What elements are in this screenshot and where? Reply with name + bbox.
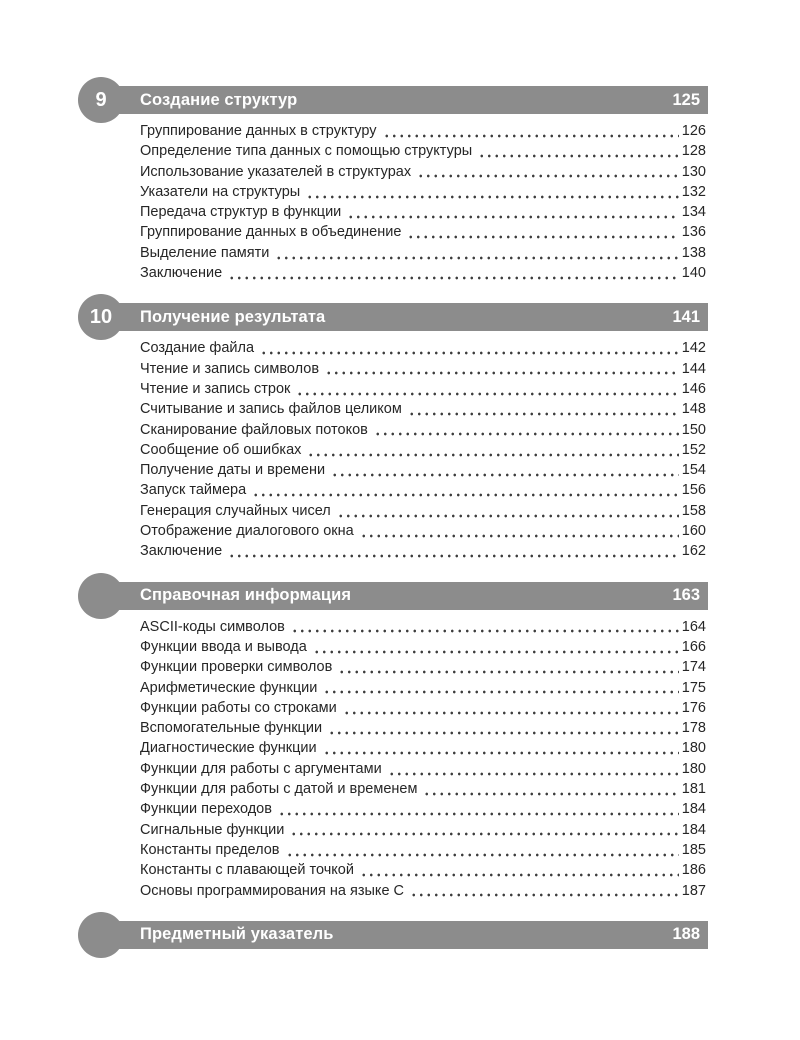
dot-leader [306,184,679,204]
toc-entry [140,862,706,882]
toc-entry-title: Указатели на структуры [140,183,301,200]
chapter-page-number: 163 [672,586,700,605]
toc-entry-title: Выделение памяти [140,244,270,261]
toc-entry-page-number: 166 [681,638,706,655]
toc-entry-list [88,331,708,563]
toc-entry-title: Арифметические функции [140,679,318,696]
toc-entry-page-number: 162 [681,543,706,560]
toc-entry [140,720,706,740]
toc-entry-page-number: 144 [681,360,706,377]
dot-leader [252,482,679,502]
toc-entry-page-number: 164 [681,618,706,635]
dot-leader [296,381,678,401]
toc-entry-title: Группирование данных в структуру [140,123,377,139]
toc-entry [140,822,706,842]
toc-entry-page-number: 180 [681,760,706,777]
chapter-header-band [88,303,708,331]
toc-entry-title: Сигнальные функции [140,821,285,838]
toc-entry-page-number: 154 [681,462,706,479]
chapter-number-badge [78,912,124,958]
toc-entry [140,164,706,184]
chapter-header-band [88,582,708,610]
toc-entry-page-number: 181 [681,781,706,798]
dot-leader [278,801,679,821]
toc-entry [140,523,706,543]
toc-entry-title: ASCII-коды символов [140,618,285,635]
toc-entry [140,543,706,563]
toc-entry-title: Заключение [140,265,223,282]
toc-entry-title: Создание файла [140,340,255,357]
toc-entry [140,619,706,639]
dot-leader [407,224,678,244]
toc-entry-page-number: 176 [681,699,706,716]
dot-leader [343,700,679,720]
chapter-header-band [88,921,708,949]
toc-entry [140,340,706,360]
chapter-number: 9 [95,89,107,111]
dot-leader [331,462,679,482]
dot-leader [478,143,679,163]
chapter-number-badge [78,77,124,123]
toc-entry-page-number: 128 [681,143,706,160]
toc-entry [140,265,706,285]
toc-section [88,303,708,563]
toc-entry-page-number: 126 [681,123,706,139]
dot-leader [325,361,679,381]
toc-entry-title: Определение типа данных с помощью структуры [140,143,473,160]
toc-entry-page-number: 158 [681,502,706,519]
toc-entry-title: Константы с плавающей точкой [140,862,354,879]
toc-entry [140,482,706,502]
toc-entry [140,224,706,244]
dot-leader [347,204,679,224]
chapter-number-badge [78,573,124,619]
toc-entry-page-number: 134 [681,204,706,221]
toc-entry [140,184,706,204]
toc-entry-page-number: 187 [681,882,706,899]
toc-entry-page-number: 150 [681,421,706,438]
dot-leader [337,503,679,523]
toc-entry-page-number: 156 [681,482,706,499]
toc-entry-page-number: 186 [681,862,706,879]
toc-section [88,921,708,949]
toc-entry [140,740,706,760]
toc-entry-page-number: 140 [681,265,706,282]
toc-entry-list [88,610,708,903]
dot-leader [228,543,679,563]
toc-entry-title: Генерация случайных чисел [140,502,331,519]
dot-leader [383,123,679,143]
toc-entry-title: Функции переходов [140,801,272,818]
chapter-title: Предметный указатель [140,925,334,944]
toc-entry-title: Заключение [140,543,223,560]
toc-entry-title: Сообщение об ошибках [140,441,302,458]
chapter-title: Справочная информация [140,586,352,605]
toc-entry-page-number: 152 [681,441,706,458]
toc-entry [140,761,706,781]
toc-entry-page-number: 180 [681,740,706,757]
toc-entry-page-number: 185 [681,841,706,858]
toc-entry-title: Использование указателей в структурах [140,163,412,180]
toc-entry-page-number: 160 [681,523,706,540]
dot-leader [290,822,678,842]
toc-entry-title: Чтение и запись символов [140,360,320,377]
toc-entry-page-number: 184 [681,821,706,838]
toc-entry [140,639,706,659]
toc-entry-title: Сканирование файловых потоков [140,421,368,438]
toc-entry [140,700,706,720]
toc-entry-page-number: 184 [681,801,706,818]
dot-leader [307,442,678,462]
dot-leader [275,245,678,265]
dot-leader [228,265,679,285]
toc-entry-page-number: 142 [681,340,706,357]
toc-entry-page-number: 148 [681,401,706,418]
toc-section [88,582,708,903]
toc-entry-title: Функции проверки символов [140,659,333,676]
toc-entry-title: Считывание и запись файлов целиком [140,401,402,418]
dot-leader [313,639,679,659]
toc-entry-title: Константы пределов [140,841,280,858]
dot-leader [423,781,678,801]
dot-leader [328,720,679,740]
dot-leader [323,680,678,700]
dot-leader [374,422,679,442]
chapter-title: Получение результата [140,307,326,326]
toc-entry-title: Чтение и запись строк [140,380,291,397]
toc-section [88,86,708,285]
toc-entry-title: Функции для работы с аргументами [140,760,382,777]
toc-entry [140,801,706,821]
dot-leader [260,340,679,360]
chapter-page-number: 125 [672,90,700,109]
toc-entry [140,462,706,482]
toc-entry-page-number: 146 [681,380,706,397]
chapter-page-number: 188 [672,925,700,944]
toc-entry [140,842,706,862]
dot-leader [360,862,679,882]
toc-entry [140,381,706,401]
toc-entry [140,680,706,700]
toc-entry-title: Передача структур в функции [140,204,342,221]
toc-entry [140,143,706,163]
toc-entry [140,123,706,143]
toc-entry-page-number: 132 [681,183,706,200]
toc-entry [140,245,706,265]
toc-entry-title: Запуск таймера [140,482,247,499]
toc-entry-page-number: 175 [681,679,706,696]
toc-entry-title: Получение даты и времени [140,462,326,479]
toc-entry [140,204,706,224]
toc-entry [140,401,706,421]
toc-entry-list [88,114,708,285]
dot-leader [410,883,679,903]
toc-entry [140,422,706,442]
toc-entry-page-number: 178 [681,720,706,737]
toc-entry-title: Группирование данных в объединение [140,224,402,241]
dot-leader [338,659,679,679]
toc-entry-title: Функции работы со строками [140,699,337,716]
dot-leader [286,842,679,862]
dot-leader [360,523,679,543]
toc-entry-title: Вспомогательные функции [140,720,323,737]
toc-entry-title: Функции ввода и вывода [140,638,307,655]
chapter-number: 10 [89,306,113,329]
toc-entry-page-number: 174 [681,659,706,676]
dot-leader [323,740,679,760]
toc-entry-title: Диагностические функции [140,740,317,757]
chapter-header-band [88,86,708,114]
toc-entry-title: Отображение диалогового окна [140,523,354,540]
toc-entry [140,781,706,801]
dot-leader [408,401,679,421]
toc-entry-title: Функции для работы с датой и временем [140,781,418,798]
toc-entry-page-number: 138 [681,244,706,261]
dot-leader [388,761,679,781]
toc-entry [140,883,706,903]
toc-entry-page-number: 136 [681,224,706,241]
toc-entry [140,503,706,523]
toc-entry [140,361,706,381]
dot-leader [417,164,679,184]
dot-leader [291,619,679,639]
toc-entry-page-number: 130 [681,163,706,180]
chapter-title: Создание структур [140,90,298,109]
toc-entry [140,659,706,679]
toc-entry [140,442,706,462]
chapter-page-number: 141 [672,307,700,326]
toc-entry-title: Основы программирования на языке C [140,882,405,899]
